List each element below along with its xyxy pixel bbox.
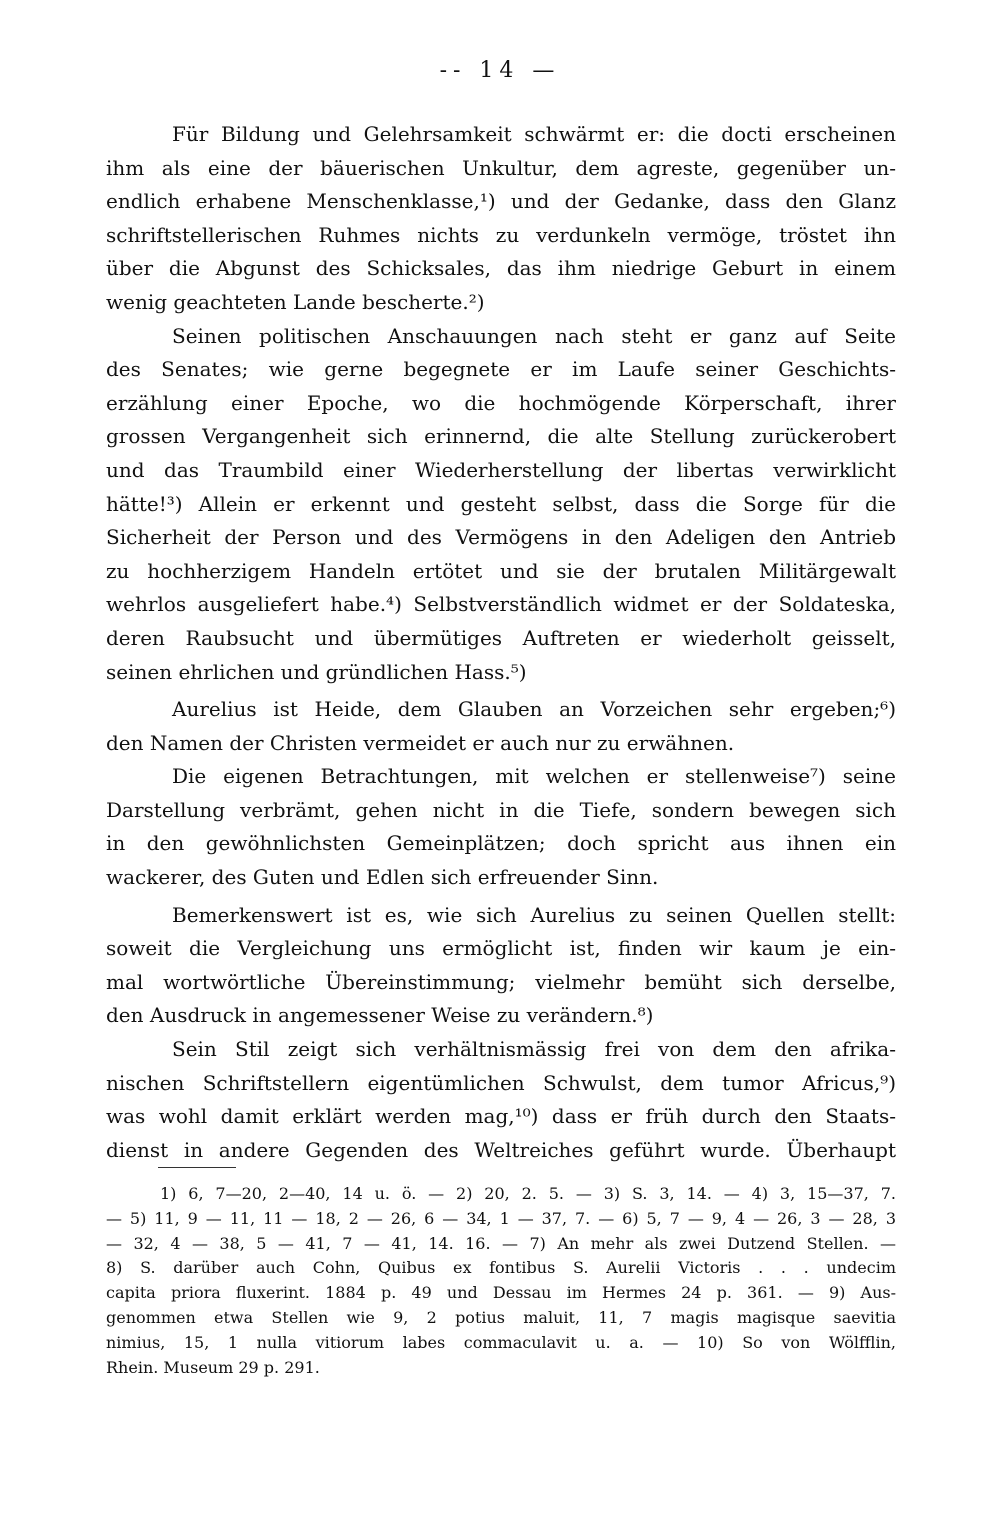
- body-line: über die Abgunst des Schicksales, das ihm niedrige Geburt in einem: [106, 256, 896, 281]
- body-line: ihm als eine der bäuerischen Unkultur, dem agreste, gegenüber un-: [106, 155, 896, 180]
- footnote-line: capita priora fluxerint. 1884 p. 49 und Dessau im Hermes 24 p. 361. — 9) Aus-: [106, 1283, 896, 1303]
- body-line: endlich erhabene Menschenklasse,¹) und der Gedanke, dass den Glanz: [106, 189, 896, 214]
- footnotes: [106, 1182, 896, 1380]
- body-line: Für Bildung und Gelehrsamkeit schwärmt er: die docti erscheinen: [172, 122, 896, 146]
- body-line: soweit die Vergleichung uns ermöglicht ist, finden wir kaum je ein-: [106, 936, 896, 961]
- footnote-line: 8) S. darüber auch Cohn, Quibus ex fontibus S. Aurelii Victoris . . . undecim: [106, 1258, 896, 1278]
- page-number: -- 14 —: [439, 58, 561, 83]
- footnote-line: — 32, 4 — 38, 5 — 41, 7 — 41, 14. 16. — 7) An mehr als zwei Dutzend Stellen. —: [106, 1233, 896, 1253]
- body-line: den Ausdruck in angemessener Weise zu verändern.⁸): [106, 1003, 654, 1028]
- footnote-line: genommen etwa Stellen wie 9, 2 potius maluit, 11, 7 magis magisque saevitia: [106, 1307, 896, 1327]
- body-line: was wohl damit erklärt werden mag,¹⁰) dass er früh durch den Staats-: [106, 1104, 896, 1129]
- body-line: deren Raubsucht und übermütiges Auftreten er wiederholt geisselt,: [106, 625, 896, 650]
- body-line: grossen Vergangenheit sich erinnernd, die alte Stellung zurückerobert: [106, 424, 896, 449]
- body-line: hätte!³) Allein er erkennt und gesteht selbst, dass die Sorge für die: [106, 491, 896, 516]
- body-line: wehrlos ausgeliefert habe.⁴) Selbstverständlich widmet er der Soldateska,: [106, 592, 896, 617]
- body-line: in den gewöhnlichsten Gemeinplätzen; doch spricht aus ihnen ein: [106, 831, 896, 856]
- body-line: den Namen der Christen vermeidet er auch nur zu erwähnen.: [106, 730, 735, 755]
- footnote-line: nimius, 15, 1 nulla vitiorum labes commaculavit u. a. — 10) So von Wölfflin,: [106, 1332, 896, 1352]
- footnote-line: — 5) 11, 9 — 11, 11 — 18, 2 — 26, 6 — 34, 1 — 37, 7. — 6) 5, 7 — 9, 4 — 26, 3 — 28, 3: [106, 1208, 896, 1228]
- body-line: des Senates; wie gerne begegnete er im Laufe seiner Geschichts-: [106, 357, 896, 382]
- footnote-separator: [158, 1167, 236, 1168]
- body-line: Die eigenen Betrachtungen, mit welchen er stellenweise⁷) seine: [172, 764, 896, 789]
- body-line: seinen ehrlichen und gründlichen Hass.⁵): [106, 659, 527, 684]
- body-line: und das Traumbild einer Wiederherstellung der libertas verwirklicht: [106, 457, 896, 482]
- body-line: zu hochherzigem Handeln ertötet und sie der brutalen Militärgewalt: [106, 558, 896, 583]
- footnote-line: Rhein. Museum 29 p. 291.: [106, 1357, 320, 1377]
- body-line: Aurelius ist Heide, dem Glauben an Vorzeichen sehr ergeben;⁶): [172, 697, 896, 722]
- body-line: Darstellung verbrämt, gehen nicht in die Tiefe, sondern bewegen sich: [106, 797, 896, 822]
- body-line: schriftstellerischen Ruhmes nichts zu verdunkeln vermöge, tröstet ihn: [106, 222, 896, 247]
- body-line: erzählung einer Epoche, wo die hochmögende Körperschaft, ihrer: [106, 390, 896, 415]
- footnote-line: 1) 6, 7—20, 2—40, 14 u. ö. — 2) 20, 2. 5. — 3) S. 3, 14. — 4) 3, 15—37, 7.: [160, 1184, 896, 1203]
- body-line: nischen Schriftstellern eigentümlichen Schwulst, dem tumor Africus,⁹): [106, 1070, 896, 1095]
- body-line: mal wortwörtliche Übereinstimmung; vielmehr bemüht sich derselbe,: [106, 969, 896, 994]
- body-line: wackerer, des Guten und Edlen sich erfreuender Sinn.: [106, 865, 659, 890]
- body-line: Bemerkenswert ist es, wie sich Aurelius zu seinen Quellen stellt:: [172, 902, 896, 927]
- body-line: wenig geachteten Lande bescherte.²): [106, 289, 485, 314]
- body-line: Sicherheit der Person und des Vermögens in den Adeligen den Antrieb: [106, 525, 896, 550]
- body-line: dienst in andere Gegenden des Weltreiches geführt wurde. Überhaupt: [106, 1137, 896, 1162]
- body-line: Seinen politischen Anschauungen nach steht er ganz auf Seite: [172, 323, 896, 348]
- body-text: [106, 118, 896, 1167]
- body-line: Sein Stil zeigt sich verhältnismässig frei von dem den afrika-: [172, 1037, 896, 1062]
